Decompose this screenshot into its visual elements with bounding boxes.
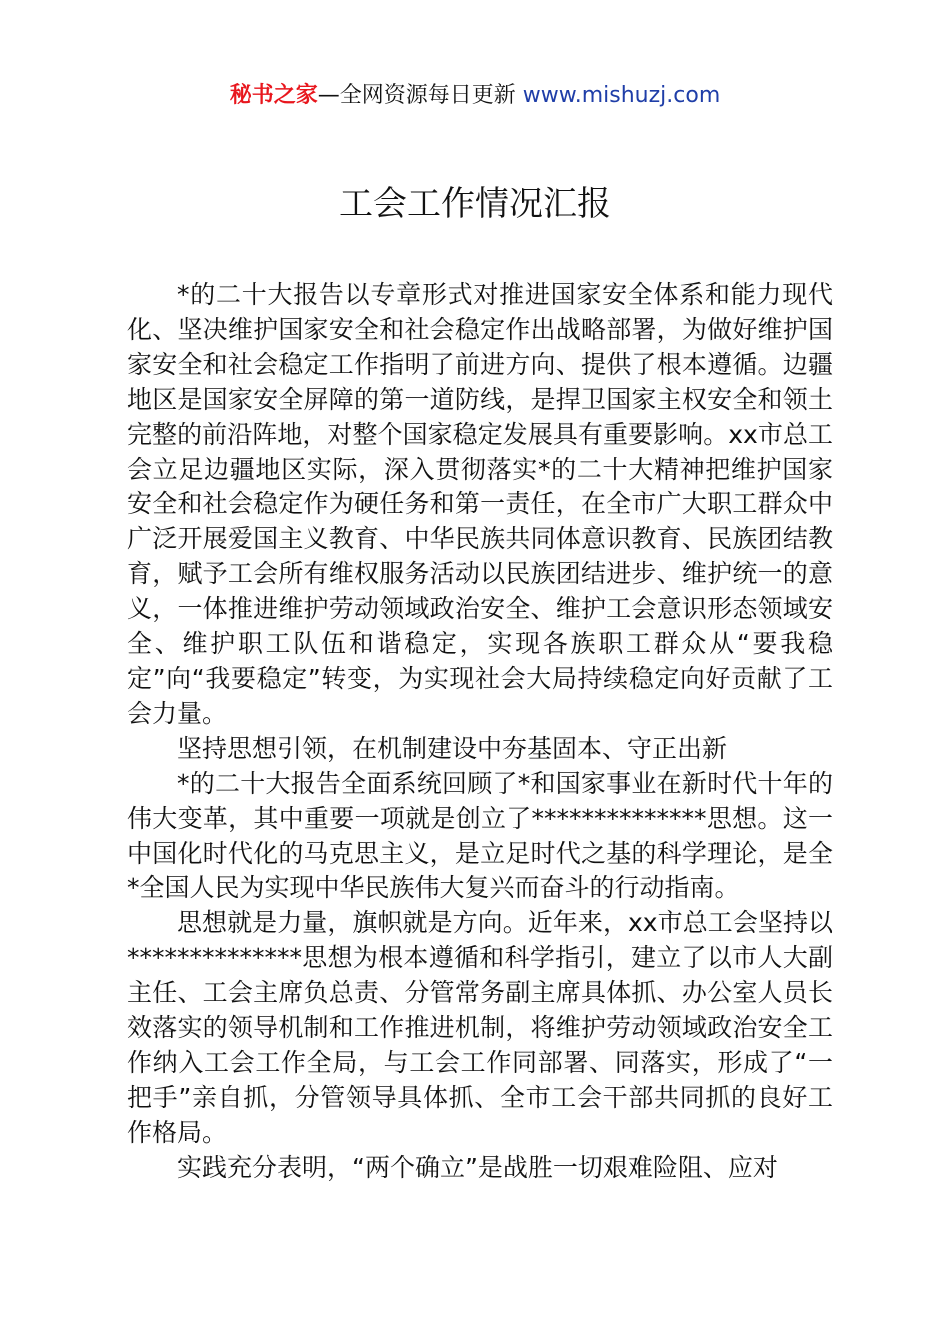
paragraph: 思想就是力量，旗帜就是方向。近年来，xx市总工会坚持以**************思想为根本遵循和科学指引，建立了以市人大副主任、工会主席负总责、分管常务副主席具体抓、办公室人员长效落实的领导机制和工作推进机制，将维护劳动领域政治安全工作纳入工会工作全局，与工会工作同部署、同落实，形成了“一把手”亲自抓，分管领导具体抓、全市工会干部共同抓的良好工作格局。: [127, 908, 833, 1147]
paragraph: 实践充分表明，“两个确立”是战胜一切艰难险阻、应对: [177, 1152, 778, 1182]
brand-name: 秘书之家: [229, 83, 318, 108]
document-body: [127, 278, 833, 1186]
site-url-link[interactable]: www.mishuzj.com: [522, 83, 721, 108]
header-tagline: —全网资源每日更新: [317, 83, 523, 108]
paragraph: *的二十大报告全面系统回顾了*和国家事业在新时代十年的伟大变革，其中重要一项就是创立了**************思想。这一中国化时代化的马克思主义，是立足时代之基的科学理论，是全*全国人民为实现中华民族伟大复兴而奋斗的行动指南。: [127, 768, 833, 903]
paragraph: *的二十大报告以专章形式对推进国家安全体系和能力现代化、坚决维护国家安全和社会稳定作出战略部署，为做好维护国家安全和社会稳定工作指明了前进方向、提供了根本遵循。边疆地区是国家安全屏障的第一道防线，是捍卫国家主权安全和领土完整的前沿阵地，对整个国家稳定发展具有重要影响。xx市总工会立足边疆地区实际，深入贯彻落实*的二十大精神把维护国家安全和社会稳定作为硬任务和第一责任，在全市广大职工群众中广泛开展爱国主义教育、中华民族共同体意识教育、民族团结教育，赋予工会所有维权服务活动以民族团结进步、维护统一的意义，一体推进维护劳动领域政治安全、维护工会意识形态领域安全、维护职工队伍和谐稳定，实现各族职工群众从“要我稳定”向“我要稳定”转变，为实现社会大局持续稳定向好贡献了工会力量。: [127, 280, 833, 728]
site-header: [0, 80, 950, 112]
section-heading: 坚持思想引领，在机制建设中夯基固本、守正出新: [177, 733, 728, 763]
document-title: 工会工作情况汇报: [339, 184, 611, 224]
